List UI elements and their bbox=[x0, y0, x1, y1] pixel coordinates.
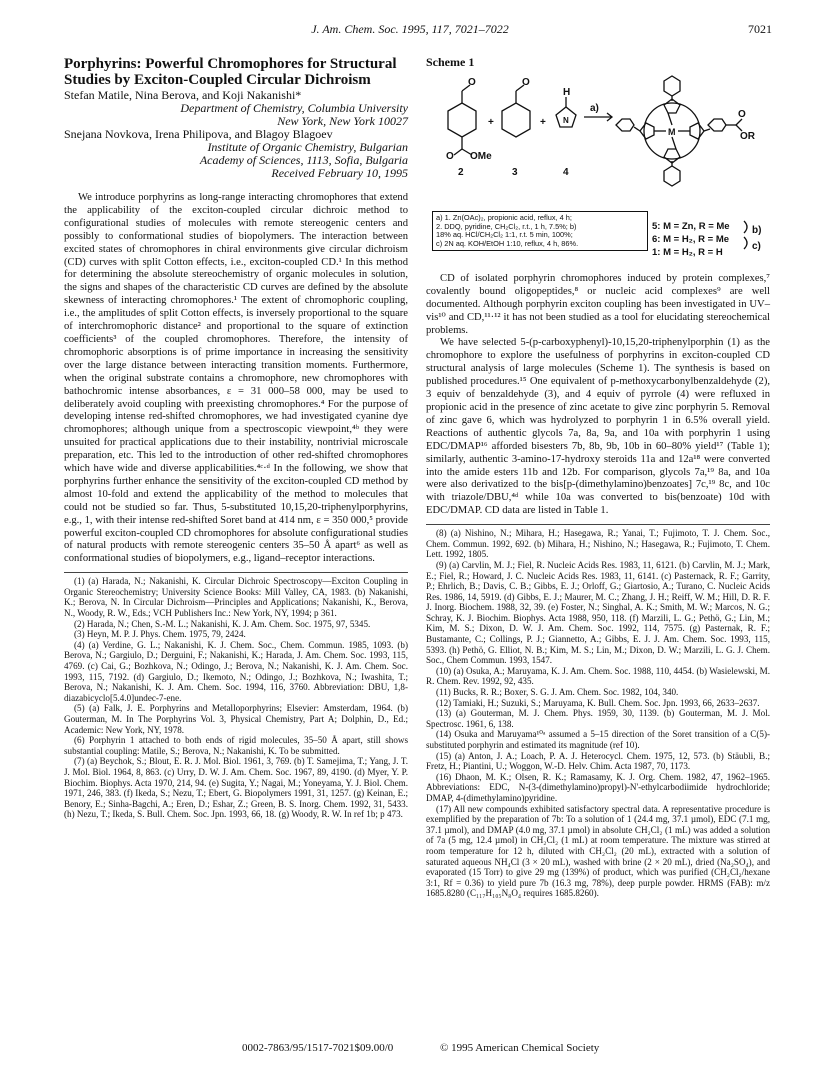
author-list-1: Stefan Matile, Nina Berova, and Koji Nakanishi* bbox=[64, 88, 302, 102]
condition-line: a) 1. Zn(OAc)₂, propionic acid, reflux, 4 h; bbox=[436, 212, 572, 222]
pyrrole-h-label: H bbox=[563, 86, 571, 98]
scheme-label: Scheme 1 bbox=[426, 55, 475, 69]
affiliation-1-line-2: New York, New York 10027 bbox=[277, 114, 408, 128]
paragraph: We introduce porphyrins as long-range interacting chromophores that extend the applicability of the exciton-coupled circular dichroic method to configurational studies of molecules with remote stereogenic centers and possibly to conformational studies of biopolymers. The interaction between excited states of chromophores in chiral environments give circular dichroism (CD) curves with split Cotton effects, i.e., exciton-coupled CD.¹ In this method for determining the absolute stereochemistry of organic molecules in solution, the signs and shapes of the characteristic CD curves are defined by the absolute skewness of interacting chromophores.¹ The extent of chromophoric coupling, i.e., the amplitudes of split Cotton effects, is inversely proportional to the square of interchromophoric distance² and proportional to the square of extinction coefficients³ of the coupled chromophores. Therefore, the intensity of chromophoric absorptions is of prime importance in increasing the sensitivity over the large distance between interacting transition moments. Furthermore, when the original substrate contains a chromophore, new chromophores with bathochromic intense absorbances, ε = 31 000–58 000, may be used to deliberately avoid coupling with preexisting chromophores.⁴ For the purpose of developing intense red-shifted chromophores, we had investigated cyanine dye chromophores; although unique from a spectroscopic viewpoint,⁴ᵇ they were unsuited for practical applications due to their instability, nontrivial microscale preparation, etc. This led to the introduction of other red-shifted chromophores which have wide and diverse applicabilities.⁴ᶜ·ᵈ In the following, we show that porphyrins further enhance the sensitivity of the exciton-coupled CD method by almost 10-fold and extend the applicability of the method to molecules that could not be studied so far. Thus, 5-substituted 10,15,20-triphenylporphyrins, e.g., 1, with their intense red-shifted Soret band at 414 nm, ε = 350 000,⁵ provide powerful exciton-coupled CD chromophores for absolute configurational studies of natural products with remote stereogenic centers 35–50 Å apart⁶ as well as conformational studies of biopolymers, e.g., ligand–receptor interactions. bbox=[64, 192, 408, 565]
footnote: (17) All new compounds exhibited satisfactory spectral data. A representative procedure is exemplified by the preparation of 7b: To a solution of 1 (24.4 mg, 37.1 µmol), EDC (7.1 mg, 37.1 µmol), and DMAP (4.0 mg, 37.1 µmol) in absolute CH₂Cl₂ (1 mL) was added a solution of 7a (5 mg, 12.4 µmol) in CH₂Cl₂ (1 mL) at room temperature. The mixture was stirred at room temperature for 12 h, diluted with CH₂Cl₂ (20 mL), extracted with a solution of saturated aqueous NH₄Cl (3 × 20 mL), washed with brine (2 × 20 mL), dried (Na₂SO₄), and evaporated (15 Torr) to give 29 mg (139%) of product, which was purified (CH₂Cl₂/hexane 3:1, Rf = 0.36) to yield pure 7b (16.3 mg, 78%), deep purple powder. HRMS (FAB): m/z 1685.8280 (C₁₁₇H₁₀₅N₈O₄ requires 1685.8260). bbox=[426, 803, 770, 899]
compound-label: 3 bbox=[512, 166, 518, 178]
article-title: Porphyrins: Powerful Chromophores for Structural Studies by Exciton-Coupled Circular Dichroism bbox=[64, 56, 397, 88]
footnote: (8) (a) Nishino, N.; Mihara, H.; Hasegawa, R.; Yanai, T.; Fujimoto, T. J. Chem. Soc., Chem. Commun. 1992, 692. (b) Mihara, H.; Nishino, N.; Hasegawa, R.; Fujimoto, T. Chem. Lett. 1992, 1805. bbox=[426, 528, 770, 560]
compound-label: 4 bbox=[563, 166, 569, 178]
plus-sign: + bbox=[488, 116, 494, 128]
aldehyde-o-label: O bbox=[522, 76, 530, 88]
footnote: (4) (a) Verdine, G. L.; Nakanishi, K. J. Chem. Soc., Chem. Commun. 1985, 1093. (b) Berova, N.; Gargiulo, D.; Derguini, F.; Nakanishi, K.; Harada, J. Am. Chem. Soc. 1993, 115, 4769. (c) Cai, G.; Bozhkova, N.; Odingo, J.; Berova, N.; Nakanishi, K. J. Am. Chem. Soc. 1993, 115, 7192. (d) Gargiulo, D.; Ikemoto, N.; Odingo, J.; Bozhkova, N.; Iwashita, T.; Berova, N.; Nakanishi, K. J. Am. Chem. Soc. 1994, 116, 3760. Abbreviation: DBU, 1,8-diazabicyclo[5.4.0]undec-7-ene. bbox=[64, 639, 408, 703]
footnote: (13) (a) Gouterman, M. J. Chem. Phys. 1959, 30, 1139. (b) Gouterman, M. J. Mol. Spectrosc. 1961, 6, 138. bbox=[426, 708, 770, 729]
scheme-1-figure bbox=[426, 75, 770, 271]
footnote: (14) Osuka and Maruyama¹⁰ᵃ assumed a 5–15 direction of the Soret transition of a C(5)-substituted porphyrin and estimated its magnitude (ref 10). bbox=[426, 729, 770, 750]
ester-o-label: O bbox=[446, 150, 454, 162]
affiliation-1-line-1: Department of Chemistry, Columbia University bbox=[180, 101, 408, 115]
pyrrole-n-label: N bbox=[563, 115, 569, 125]
product-label-6: 6: M = H₂, R = Me bbox=[652, 233, 730, 245]
page-number: 7021 bbox=[748, 22, 772, 36]
or-label: OR bbox=[740, 130, 755, 142]
footnote: (1) (a) Harada, N.; Nakanishi, K. Circular Dichroic Spectroscopy—Exciton Coupling in Organic Stereochemistry; University Science Books: Mill Valley, CA, 1983. (b) Nakanishi, K.; Berova, N. In Circular Dichroism—Principles and Applications; Nakanishi, K., Berova, N., Woody, R. W., Eds.; VCH Publishers Inc.: New York, NY, 1994; p 361. bbox=[64, 576, 408, 619]
footnote: (9) (a) Carvlin, M. J.; Fiel, R. Nucleic Acids Res. 1983, 11, 6121. (b) Carvlin, M. J.; Mark, E.; Fiel, R.; Howard, J. C. Nucleic Acids Res. 1983, 11, 6141. (c) Pasternack, R. F.; Garrity, P.; Ehrlich, B.; Davis, C. B.; Gibbs, E. J.; Orloff, G.; Giartosio, A.; Turano, C. Nucleic Acids Res. 1986, 14, 5919. (d) Gibbs, E. J.; Maurer, M. C.; Zhang, J. H.; Reiff, W. M.; Hill, D. R. F. J. Inorg. Biochem. 1988, 32, 39. (e) Foster, N.; Singhal, A. K.; Smith, M. W.; Marcos, N. G.; Schray, K. J. Biochim. Biophys. Acta 1988, 950, 118. (f) Marzili, L. G.; Pethö, G.; Lin, M.; Kim, M. S.; Dixon, D. W. J. Am. Chem. Soc. 1992, 114, 7575. (g) Pasternak, R. F.; Bustamante, C.; Collings, P. J.; Giannetto, A.; Gibbs, E. J. J. Am. Chem. Soc. 1993, 115, 5393. (h) Pethö, G. Elliot, N. B.; Kim, M. S.; Lin, M.; Dixon, D. W.; Marzili, L. G. J. Chem. Soc., Chem Commun. 1993, 1547. bbox=[426, 559, 770, 666]
received-date: Received February 10, 1995 bbox=[271, 166, 408, 180]
right-column bbox=[426, 56, 770, 899]
footnote: (7) (a) Beychok, S.; Blout, E. R. J. Mol. Biol. 1961, 3, 769. (b) T. Samejima, T.; Yang, J. T. J. Mol. Biol. 1964, 8, 863. (c) Urry, D. W. J. Am. Chem. Soc. 1967, 89, 4190. (d) Myer, Y. P. Biochim. Biophys. Acta 1970, 214, 94. (e) Sugita, Y.; Nagai, M.; Yoneyama, Y. J. Biol. Chem. 1971, 246, 383. (f) Ikeda, S.; Nezu, T.; Ebert, G. Biopolymers 1991, 31, 1257. (g) Keinan, E.; Benory, E.; Sinha-Bagchi, A.; Eren, D.; Eshar, Z.; Green, B. S. Inorg. Chem. 1992, 31, 5433. (h) Nezu, T.; Ikeda, S. Bull. Chem. Soc. Jpn. 1993, 66, 18. (g) Woody, R. W. In ref 1b; p 473. bbox=[64, 756, 408, 820]
product-label-5: 5: M = Zn, R = Me bbox=[652, 220, 730, 232]
footnote: (16) Dhaon, M. K.; Olsen, R. K.; Ramasamy, K. J. Org. Chem. 1982, 47, 1962–1965. Abbreviations: EDC, N-(3-(dimethylamino)propyl)-N'-ethylcarbodiimide hydrochloride; DMAP, 4-(dimethylamino)pyridine. bbox=[426, 771, 770, 803]
plus-sign: + bbox=[540, 116, 546, 128]
footnote: (11) Bucks, R. R.; Boxer, S. G. J. Am. Chem. Soc. 1982, 104, 340. bbox=[436, 687, 679, 698]
author-list-2: Snejana Novkova, Irena Philipova, and Blagoy Blagoev bbox=[64, 127, 333, 141]
compound-label: 2 bbox=[458, 166, 464, 178]
footnote: (3) Heyn, M. P. J. Phys. Chem. 1975, 79, 2424. bbox=[74, 629, 246, 640]
condition-line: 18% aq. HCl/CH₂Cl₂ 1:1, r.t. 5 min, 100%; bbox=[436, 230, 573, 240]
running-header bbox=[0, 22, 820, 38]
body-text-right bbox=[426, 273, 770, 518]
condition-line: c) 2N aq. KOH/EtOH 1:10, reflux, 4 h, 86%. bbox=[436, 238, 579, 248]
ester-o-label: O bbox=[738, 108, 746, 120]
paragraph: CD of isolated porphyrin chromophores induced by protein complexes,⁷ covalently bound oligopeptides,⁸ or nucleic acid complexes⁹ are well documented. Although porphyrin exciton coupling has been investigated in UV–vis¹⁰ and CD,¹¹·¹² it has not been studied as a tool for elucidating stereochemical problems. bbox=[426, 272, 770, 336]
condition-line: 2. DDQ, pyridine, CH₂Cl₂, r.t., 1 h, 7.5%; b) bbox=[436, 221, 577, 231]
footnote: (10) (a) Osuka, A.; Maruyama, K. J. Am. Chem. Soc. 1988, 110, 4454. (b) Wasielewski, M. R. Chem. Rev. 1992, 92, 435. bbox=[426, 665, 770, 687]
step-b-label: b) bbox=[752, 224, 762, 236]
footnote: (6) Porphyrin 1 attached to both ends of rigid molecules, 35–50 Å apart, still shows substantial coupling: Matile, S.; Berova, N.; Nakanishi, K. To be submitted. bbox=[64, 735, 408, 756]
issn-code: 0002-7863/95/1517-7021$09.00/0 bbox=[242, 1042, 394, 1054]
footnote: (15) (a) Anton, J. A.; Loach, P. A. J. Heterocycl. Chem. 1975, 12, 573. (b) Stäubli, B.; Fretz, H.; Piantini, U.; Woggon, W.-D. Helv. Chim. Acta 1987, 70, 1173. bbox=[426, 750, 770, 772]
left-column bbox=[64, 56, 408, 820]
aldehyde-o-label: O bbox=[468, 76, 476, 88]
paragraph: We have selected 5-(p-carboxyphenyl)-10,15,20-triphenylporphin (1) as the chromophore to explore the usefulness of porphyrins in exciton-coupled CD structural analysis of large molecules (Scheme 1). The synthesis is based on published procedures.¹⁵ One equivalent of p-methoxycarbonylbenzaldehyde (2), 3 equiv of benzaldehyde (3), and 4 equiv of pyrrole (4) were refluxed in propionic acid in the presence of zinc acetate to give zinc porphyrin 5. Removal of zinc gave 6, which was hydrolyzed to porphyrin 1 in 6.5% overall yield. Reactions of authentic glycols 7a, 8a, 9a, and 10a with porphyrin 1 using EDC/DMAP¹⁶ afforded bisesters 7b, 8b, 9b, 10b in 60–80% yield¹⁷ (Table 1); similarly, authentic 3-amino-17-hydroxy steroids 11a and 12a¹⁸ were converted into the amide esters 11b and 12b. For comparison, glycols 7a,¹⁹ 8a, and 10a were also derivatized to the bis[p-(dimethylamino)benzoates] 7c,¹⁹ 8c, and 10c with triazole/DBU,⁴ᵈ while 10a was converted to bis(benzoate) 10d with EDC/DMAP. CD data are listed in Table 1. bbox=[426, 337, 770, 517]
affiliation-2-line-2: Academy of Sciences, 1113, Sofia, Bulgaria bbox=[199, 153, 408, 167]
footnote: (5) (a) Falk, J. E. Porphyrins and Metalloporphyrins; Elsevier: Amsterdam, 1964. (b) Gouterman, M. In The Porphyrins Vol. 3, Physical Chemistry, Part A; Dolphin, D., Ed.; Academic: New York, NY, 1978. bbox=[64, 703, 408, 735]
journal-citation: J. Am. Chem. Soc. 1995, 117, 7021–7022 bbox=[311, 22, 509, 36]
footnotes-left bbox=[64, 572, 408, 820]
body-text-left bbox=[64, 192, 408, 566]
ome-label: OMe bbox=[470, 150, 492, 162]
affiliation-2-line-1: Institute of Organic Chemistry, Bulgarian bbox=[207, 140, 408, 154]
arrow-reagent-label: a) bbox=[590, 102, 599, 114]
metal-label: M bbox=[668, 126, 676, 137]
footnote: (2) Harada, N.; Chen, S.-M. L.; Nakanishi, K. J. Am. Chem. Soc. 1975, 97, 5345. bbox=[74, 618, 371, 629]
reaction-conditions-box bbox=[432, 211, 648, 251]
copyright-notice: © 1995 American Chemical Society bbox=[440, 1042, 600, 1054]
footnotes-right bbox=[426, 524, 770, 899]
footnote: (12) Tamiaki, H.; Suzuki, S.; Maruyama, K. Bull. Chem. Soc. Jpn. 1993, 66, 2633–2637. bbox=[436, 697, 760, 708]
step-c-label: c) bbox=[752, 240, 761, 252]
product-label-1: 1: M = H₂, R = H bbox=[652, 246, 723, 258]
page-footer bbox=[0, 1042, 820, 1056]
